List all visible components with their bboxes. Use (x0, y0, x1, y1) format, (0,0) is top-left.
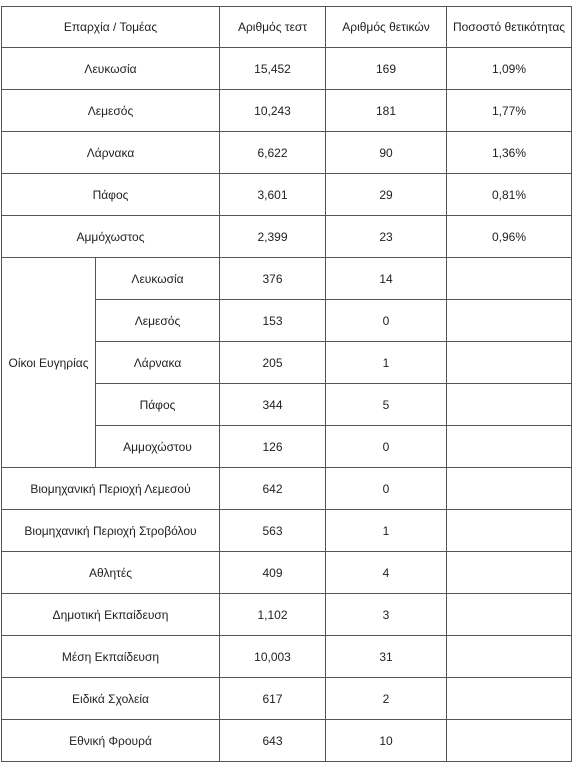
table-row (2, 132, 572, 174)
positives-cell: 0 (326, 426, 447, 468)
table-row (2, 552, 572, 594)
tests-cell: 10,243 (220, 90, 326, 132)
positives-cell: 31 (326, 636, 447, 678)
tests-cell: 15,452 (220, 48, 326, 90)
rate-cell (447, 636, 572, 678)
positives-cell: 1 (326, 510, 447, 552)
rate-cell (447, 426, 572, 468)
positives-cell: 2 (326, 678, 447, 720)
tests-cell: 563 (220, 510, 326, 552)
positives-cell: 29 (326, 174, 447, 216)
rate-cell (447, 300, 572, 342)
positives-cell: 23 (326, 216, 447, 258)
rate-cell (447, 510, 572, 552)
row-label: Βιομηχανική Περιοχή Στροβόλου (2, 510, 220, 552)
rate-cell (447, 258, 572, 300)
row-label: Λευκωσία (2, 48, 220, 90)
positives-cell: 0 (326, 468, 447, 510)
row-label: Λεμεσός (96, 300, 220, 342)
header-district-sector: Επαρχία / Τομέας (2, 7, 220, 48)
tests-cell: 153 (220, 300, 326, 342)
row-label: Λάρνακα (2, 132, 220, 174)
row-label: Εθνική Φρουρά (2, 720, 220, 762)
positives-cell: 14 (326, 258, 447, 300)
row-label: Αθλητές (2, 552, 220, 594)
table-row (2, 636, 572, 678)
table-row (2, 216, 572, 258)
rate-cell (447, 468, 572, 510)
row-label: Μέση Εκπαίδευση (2, 636, 220, 678)
tests-cell: 1,102 (220, 594, 326, 636)
row-label: Δημοτική Εκπαίδευση (2, 594, 220, 636)
table-row (2, 720, 572, 762)
positives-cell: 4 (326, 552, 447, 594)
tests-cell: 3,601 (220, 174, 326, 216)
tests-cell: 205 (220, 342, 326, 384)
tests-cell: 6,622 (220, 132, 326, 174)
tests-cell: 376 (220, 258, 326, 300)
table-row (2, 174, 572, 216)
header-positives: Αριθμός θετικών (326, 7, 447, 48)
rate-cell: 1,09% (447, 48, 572, 90)
rate-cell: 0,81% (447, 174, 572, 216)
table-row (2, 468, 572, 510)
row-label: Λευκωσία (96, 258, 220, 300)
tests-cell: 642 (220, 468, 326, 510)
rate-cell: 0,96% (447, 216, 572, 258)
row-label: Λεμεσός (2, 90, 220, 132)
tests-cell: 10,003 (220, 636, 326, 678)
tests-cell: 126 (220, 426, 326, 468)
header-tests: Αριθμός τεστ (220, 7, 326, 48)
rate-cell (447, 384, 572, 426)
rate-cell (447, 552, 572, 594)
rate-cell (447, 594, 572, 636)
table-body (2, 7, 572, 762)
positives-cell: 0 (326, 300, 447, 342)
tests-cell: 409 (220, 552, 326, 594)
positives-cell: 3 (326, 594, 447, 636)
table-row (2, 90, 572, 132)
row-label: Αμμοχώστου (96, 426, 220, 468)
positives-cell: 10 (326, 720, 447, 762)
table-header-row (2, 7, 572, 48)
positives-cell: 1 (326, 342, 447, 384)
row-label: Ειδικά Σχολεία (2, 678, 220, 720)
table-row (2, 258, 572, 300)
row-label: Πάφος (96, 384, 220, 426)
positives-cell: 181 (326, 90, 447, 132)
tests-cell: 344 (220, 384, 326, 426)
row-label: Λάρνακα (96, 342, 220, 384)
tests-cell: 617 (220, 678, 326, 720)
tests-cell: 643 (220, 720, 326, 762)
testing-results-table (1, 6, 572, 762)
table-row (2, 510, 572, 552)
row-label: Βιομηχανική Περιοχή Λεμεσού (2, 468, 220, 510)
rate-cell (447, 720, 572, 762)
rate-cell (447, 678, 572, 720)
table-row (2, 678, 572, 720)
table-row (2, 48, 572, 90)
positives-cell: 90 (326, 132, 447, 174)
header-positivity-rate: Ποσοστό θετικότητας (447, 7, 572, 48)
rate-cell: 1,77% (447, 90, 572, 132)
row-label: Αμμόχωστος (2, 216, 220, 258)
group-label-care-homes: Οίκοι Ευγηρίας (2, 258, 96, 468)
tests-cell: 2,399 (220, 216, 326, 258)
rate-cell (447, 342, 572, 384)
rate-cell: 1,36% (447, 132, 572, 174)
table-row (2, 594, 572, 636)
positives-cell: 169 (326, 48, 447, 90)
row-label: Πάφος (2, 174, 220, 216)
positives-cell: 5 (326, 384, 447, 426)
